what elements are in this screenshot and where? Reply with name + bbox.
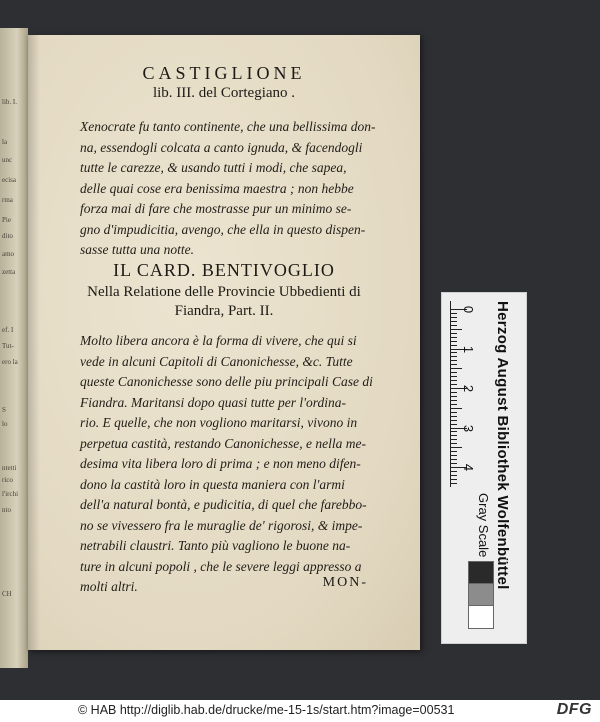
ruler-tick bbox=[451, 392, 457, 393]
left-page-fragment: unc bbox=[2, 156, 13, 164]
left-page-fragment: nto bbox=[2, 506, 11, 514]
paragraph-xenocrate bbox=[80, 117, 380, 261]
gray-scale-label: Gray Scale bbox=[476, 493, 491, 558]
ruler-tick bbox=[451, 439, 457, 440]
gray-swatch bbox=[468, 605, 494, 629]
ruler-tick bbox=[451, 337, 457, 338]
ruler-tick bbox=[451, 408, 462, 409]
gray-swatch bbox=[468, 583, 494, 607]
left-page-fragment: ntetti bbox=[2, 464, 17, 472]
ruler-tick bbox=[451, 451, 457, 452]
ruler-tick bbox=[451, 352, 457, 353]
left-page-fragment: l'irchi bbox=[2, 490, 19, 498]
ruler-tick bbox=[451, 333, 457, 334]
ruler-tick bbox=[451, 431, 457, 432]
text-line: vede in alcuni Capitoli di Canonichesse, &c. Tutte bbox=[80, 353, 353, 369]
text-line: Xenocrate fu tanto continente, che una bellissima don- bbox=[80, 119, 376, 134]
running-title: CASTIGLIONE bbox=[142, 63, 306, 83]
text-line: forza mai di fare che mostrasse pur un minimo se- bbox=[80, 201, 352, 216]
ruler-tick bbox=[451, 471, 457, 472]
ruler-number: 3 bbox=[461, 424, 477, 432]
left-page-fragment: lib. I. bbox=[2, 98, 17, 106]
ruler-tick bbox=[451, 380, 457, 381]
ruler-tick bbox=[451, 396, 457, 397]
text-line: queste Canonichesse sono delle piu principali Case di bbox=[80, 374, 373, 389]
left-page-fragment: lo bbox=[2, 420, 8, 428]
ruler-tick bbox=[451, 329, 462, 330]
subheading-line-1: Nella Relatione delle Provincie Ubbedienti di bbox=[87, 284, 361, 300]
ruler-tick bbox=[451, 345, 457, 346]
ruler-tick bbox=[451, 435, 457, 436]
ruler-tick bbox=[451, 317, 457, 318]
ruler-tick bbox=[451, 404, 457, 405]
ruler-tick bbox=[451, 443, 457, 444]
left-page-fragment: zetta bbox=[2, 268, 16, 276]
text-line: dono la castità loro in questa maniera con l'armi bbox=[80, 476, 345, 492]
left-page-fragment: ef. I bbox=[2, 326, 14, 334]
left-page-fragment: Pie bbox=[2, 216, 11, 224]
color-calibration-card bbox=[441, 292, 527, 644]
left-page-fragment: CH bbox=[2, 590, 12, 598]
ruler-tick bbox=[451, 483, 457, 484]
book-page bbox=[28, 35, 420, 650]
text-line: no se vivessero fra le muraglie de' rigorosi, & impe- bbox=[80, 517, 363, 533]
copyright-link[interactable]: © HAB http://diglib.hab.de/drucke/me-15-1s/start.htm?image=00531 bbox=[78, 703, 455, 717]
text-line: ture in alcuni popoli , che le severe leggi appresso a bbox=[80, 558, 362, 574]
ruler-number: 2 bbox=[461, 384, 477, 393]
ruler-tick bbox=[451, 447, 462, 448]
text-line: dell'a natural bontà, e pudicitia, di quel che farebbo- bbox=[80, 497, 367, 512]
text-line: gno d'impudicitia, avengo, che ella in questo dispen- bbox=[80, 221, 366, 237]
text-line: molti altri. bbox=[80, 579, 138, 594]
ruler-tick bbox=[451, 313, 457, 314]
text-line: Fiandra. Maritansi dopo quasi tutte per l'ordina- bbox=[80, 394, 347, 410]
text-line: tutte le carezze, & usando tutti i modi, che sapea, bbox=[80, 160, 347, 175]
left-page-fragment: dito bbox=[2, 232, 13, 240]
ruler-tick bbox=[451, 384, 457, 385]
text-line: Molto libera ancora è la forma di vivere, che qui si bbox=[80, 333, 357, 348]
page-gutter-shadow bbox=[28, 35, 40, 650]
catchword: MON- bbox=[322, 575, 368, 590]
ruler-number: 1 bbox=[461, 345, 477, 353]
left-page-fragment: Tut- bbox=[2, 342, 14, 350]
ruler-tick bbox=[451, 356, 457, 357]
left-page-fragment: la bbox=[2, 138, 8, 146]
left-page-fragment: ero la bbox=[2, 358, 18, 366]
ruler-tick bbox=[451, 376, 457, 377]
ruler-tick bbox=[451, 459, 457, 460]
text-line: perpetua castità, restando Canonichesse, e nella me- bbox=[80, 435, 366, 451]
ruler-tick bbox=[451, 341, 457, 342]
ruler-tick bbox=[451, 479, 457, 480]
ruler-number: 0 bbox=[461, 305, 477, 314]
left-page-fragment: rico bbox=[2, 476, 13, 484]
running-subtitle: lib. III. del Cortegiano . bbox=[152, 85, 296, 101]
subheading-line-2: Fiandra, Part. II. bbox=[174, 303, 274, 319]
left-page-fragment: S bbox=[2, 406, 6, 414]
institution-label bbox=[494, 301, 524, 631]
text-line: desima vita libera loro di prima ; e non meno difen- bbox=[80, 456, 361, 471]
ruler-tick bbox=[451, 360, 457, 361]
text-line: na, essendogli colcata a canto ignuda, & facendogli bbox=[80, 139, 363, 155]
ruler-tick bbox=[451, 455, 457, 456]
ruler-tick bbox=[451, 412, 457, 413]
dfg-logo: DFG bbox=[556, 701, 592, 718]
left-page-edge bbox=[0, 28, 28, 668]
ruler-tick bbox=[451, 368, 462, 369]
left-page-fragment: ecisa bbox=[2, 176, 16, 184]
ruler-tick bbox=[451, 416, 457, 417]
text-line: delle quai cose era benissima maestra ; non hebbe bbox=[80, 180, 354, 196]
left-page-fragment: amo bbox=[2, 250, 15, 258]
ruler-tick bbox=[451, 400, 457, 401]
ruler-number: 4 bbox=[461, 463, 477, 472]
ruler-tick bbox=[451, 325, 457, 326]
section-subheading bbox=[28, 283, 420, 321]
footer-bar bbox=[0, 700, 600, 722]
paragraph-canonichesse bbox=[80, 331, 380, 598]
ruler-tick bbox=[451, 364, 457, 365]
section-heading: IL CARD. BENTIVOGLIO bbox=[113, 260, 335, 280]
cm-ruler bbox=[450, 301, 477, 487]
ruler-tick bbox=[451, 463, 457, 464]
text-line: sasse tutta una notte. bbox=[80, 242, 194, 257]
text-line: netrabili claustri. Tanto più vagliono le buone na- bbox=[80, 538, 351, 553]
ruler-tick bbox=[451, 475, 457, 476]
gray-swatch bbox=[468, 561, 494, 585]
institution-name: Herzog August Bibliothek Wolfenbüttel bbox=[494, 301, 511, 590]
ruler-tick bbox=[451, 321, 457, 322]
ruler-tick bbox=[451, 372, 457, 373]
ruler-tick bbox=[451, 424, 457, 425]
text-line: rio. E quelle, che non vogliono maritarsi, vivono in bbox=[80, 415, 358, 430]
ruler-tick bbox=[451, 420, 457, 421]
left-page-fragment: rma bbox=[2, 196, 13, 204]
